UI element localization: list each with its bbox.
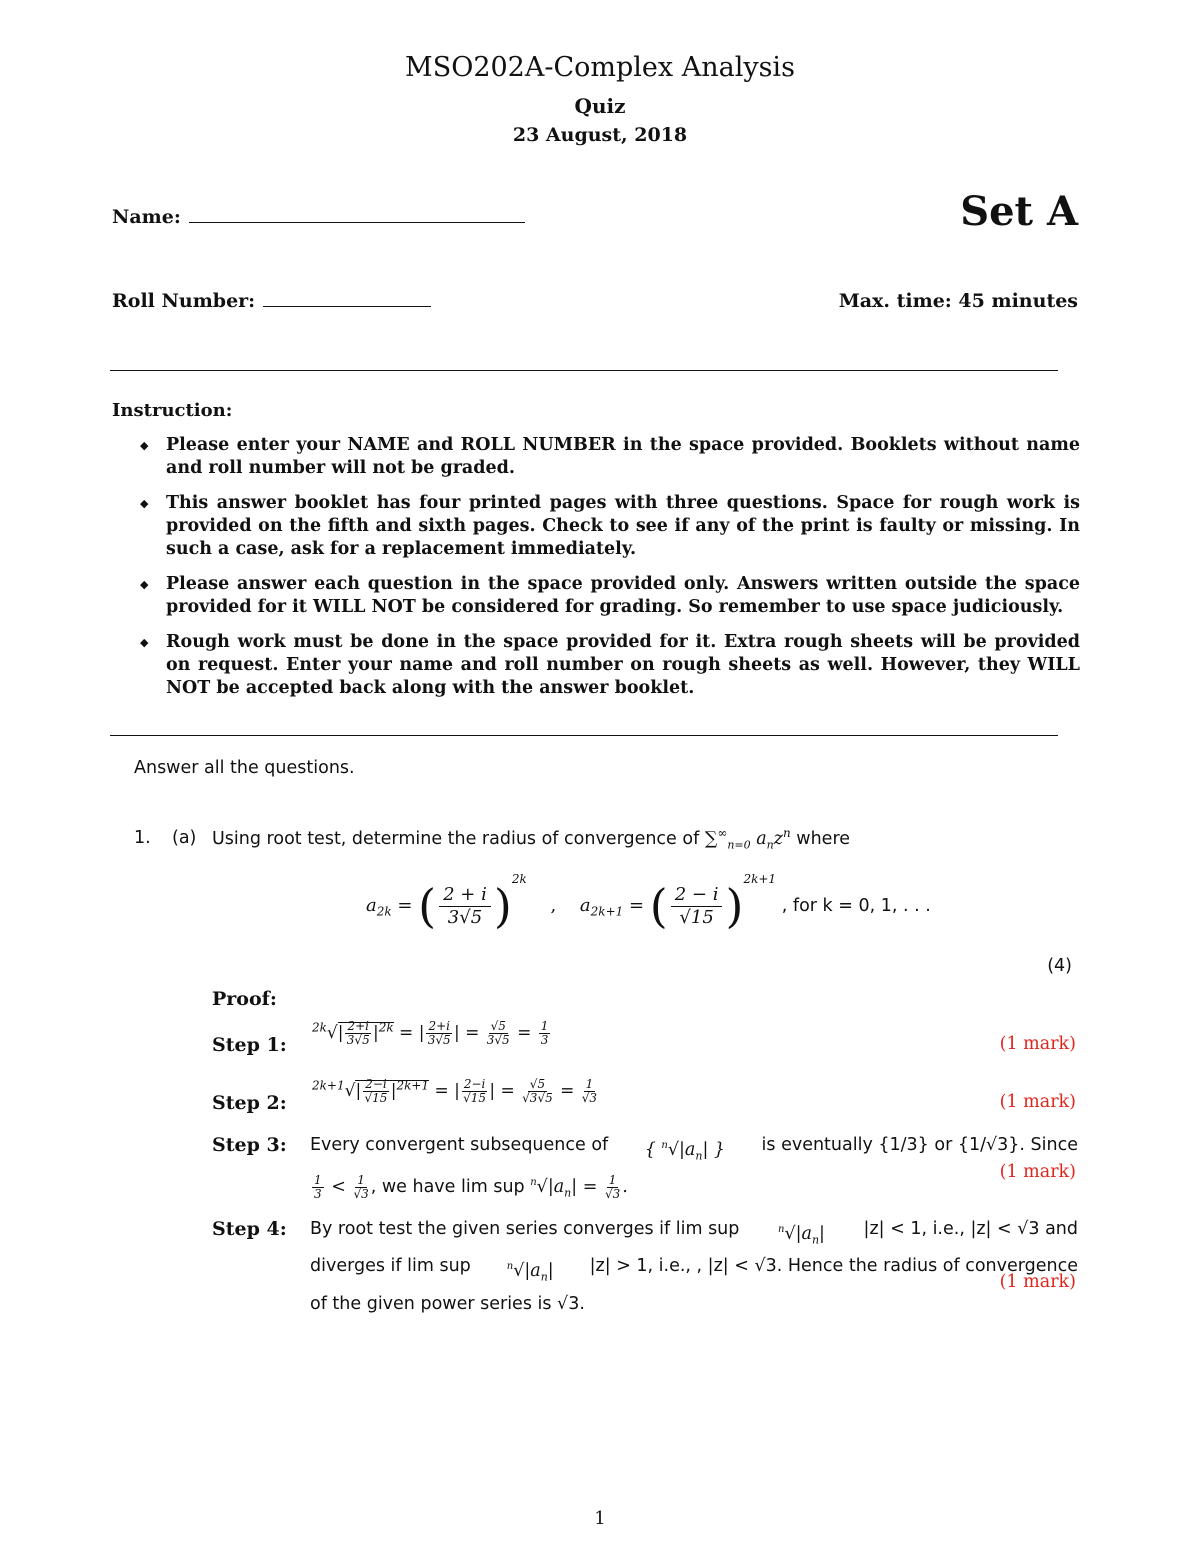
question-1a-text: [212, 826, 850, 851]
page-number: 1: [594, 1508, 606, 1529]
exam-date: 23 August, 2018: [512, 124, 688, 146]
answer-all-note: Answer all the questions.: [134, 758, 355, 778]
step-1-label: Step 1:: [212, 1034, 287, 1056]
step-2-mark: (1 mark): [999, 1092, 1076, 1112]
inequality-one-third: $\frac{1}{3}$ < $\frac{1}{√3}$: [314, 1173, 369, 1202]
step-3-text-b: is eventually {1/3} or {1/√3}. Since: [761, 1135, 1078, 1155]
limsup-result: $^n√|a_n|$ = $\frac{1}{√3}$ .: [530, 1173, 628, 1202]
exam-type: Quiz: [574, 94, 626, 118]
name-blank-line[interactable]: [189, 206, 525, 223]
instruction-item: ◆ Rough work must be done in the space provided for it. Extra rough sheets will be provided on request. Enter your name and roll number on rough sheets as well. However, they WILL NOT be accepted back along with the answer booklet.: [140, 631, 1080, 700]
question-1-number: 1.: [134, 828, 151, 848]
roll-label: Roll Number:: [112, 290, 256, 312]
roll-blank-line[interactable]: [263, 290, 431, 307]
step-3-label: Step 3:: [212, 1134, 287, 1156]
question-1a-where: where: [796, 828, 851, 849]
step-3-text-c: , we have lim sup: [370, 1177, 525, 1198]
step-1-formula: $^{2k}$√| $\frac{2+i}{3√5}$ $|^{2k}$ = | $\frac{2+i}{3√5}$ | = $\frac{√5}{3√5}$ = $\frac{1}{3}$: [312, 1019, 549, 1047]
instruction-item: ◆ This answer booklet has four printed pages with three questions. Space for rough work is provided on the fifth and sixth pages. Check to see if any of the print is faulty or missing. In such a case, ask for a replacement immediately.: [140, 492, 1080, 561]
max-time: Max. time: 45 minutes: [838, 290, 1078, 312]
set-label: Set A: [960, 188, 1078, 235]
name-field[interactable]: [112, 206, 525, 228]
step-4-text: [310, 1216, 1078, 1318]
step-4-text-e: of the given power series is √3.: [310, 1293, 585, 1314]
step-4-text-a: By root test the given series converges if lim sup: [310, 1219, 740, 1239]
instruction-heading: Instruction:: [112, 400, 233, 421]
nth-root-an: $^n√|a_n|$: [778, 1223, 825, 1247]
series-formula: $\sum^\infty_{n=0}$ $a_nz^n$: [704, 826, 791, 852]
name-label: Name:: [112, 206, 181, 228]
nth-root-an-2: $^n√|a_n|$: [506, 1261, 554, 1284]
instruction-item: ◆ Please enter your NAME and ROLL NUMBER in the space provided. Booklets without name and roll number will not be graded.: [140, 434, 1080, 480]
step-1-mark: (1 mark): [999, 1034, 1076, 1054]
instruction-item: ◆ Please answer each question in the space provided only. Answers written outside the space provided for it WILL NOT be considered for grading. So remember to use space judiciously.: [140, 573, 1080, 619]
nth-root-sequence: { $^n√|a_n|$ }: [644, 1139, 726, 1163]
question-1a-prompt: Using root test, determine the radius of convergence of: [212, 828, 700, 849]
step-4-text-c: diverges if lim sup: [310, 1256, 471, 1277]
instruction-list: [140, 434, 1080, 712]
step-2-label: Step 2:: [212, 1092, 287, 1114]
step-4-mark: (1 mark): [999, 1272, 1076, 1292]
course-title: MSO202A-Complex Analysis: [405, 52, 795, 83]
divider-bottom: [110, 735, 1058, 736]
proof-heading: Proof:: [212, 988, 277, 1010]
step-3-text-a: Every convergent subsequence of: [310, 1135, 609, 1155]
k-range: , for k = 0, 1, . . .: [781, 896, 931, 916]
step-2-formula: $^{2k+1}$√| $\frac{2-i}{√15}$ $|^{2k+1}$ = | $\frac{2-i}{√15}$ | = $\frac{√5}{√3√5}$ = $\frac{1}{√3}$: [312, 1077, 598, 1105]
step-3-text: [310, 1132, 1078, 1207]
step-4-text-b: |z| < 1, i.e., |z| < √3 and: [863, 1219, 1078, 1239]
coefficient-definition: $a_{2k}$ = ( $\frac{2 + i}{3√5}$ )$^{2k}$ , $a_{2k+1}$ = ( $\frac{2 - i}{√15}$ )$^{2k+1}$ , for k = 0, 1, . . .: [366, 872, 931, 933]
question-1a-label: (a): [172, 828, 197, 848]
step-4-label: Step 4:: [212, 1218, 287, 1240]
roll-number-field[interactable]: [112, 290, 431, 312]
question-1a-marks: (4): [1047, 956, 1072, 976]
step-4-text-d: |z| > 1, i.e., , |z| < √3. Hence the radius of convergence: [589, 1256, 1078, 1277]
step-3-mark: (1 mark): [999, 1162, 1076, 1182]
divider-top: [110, 370, 1058, 371]
